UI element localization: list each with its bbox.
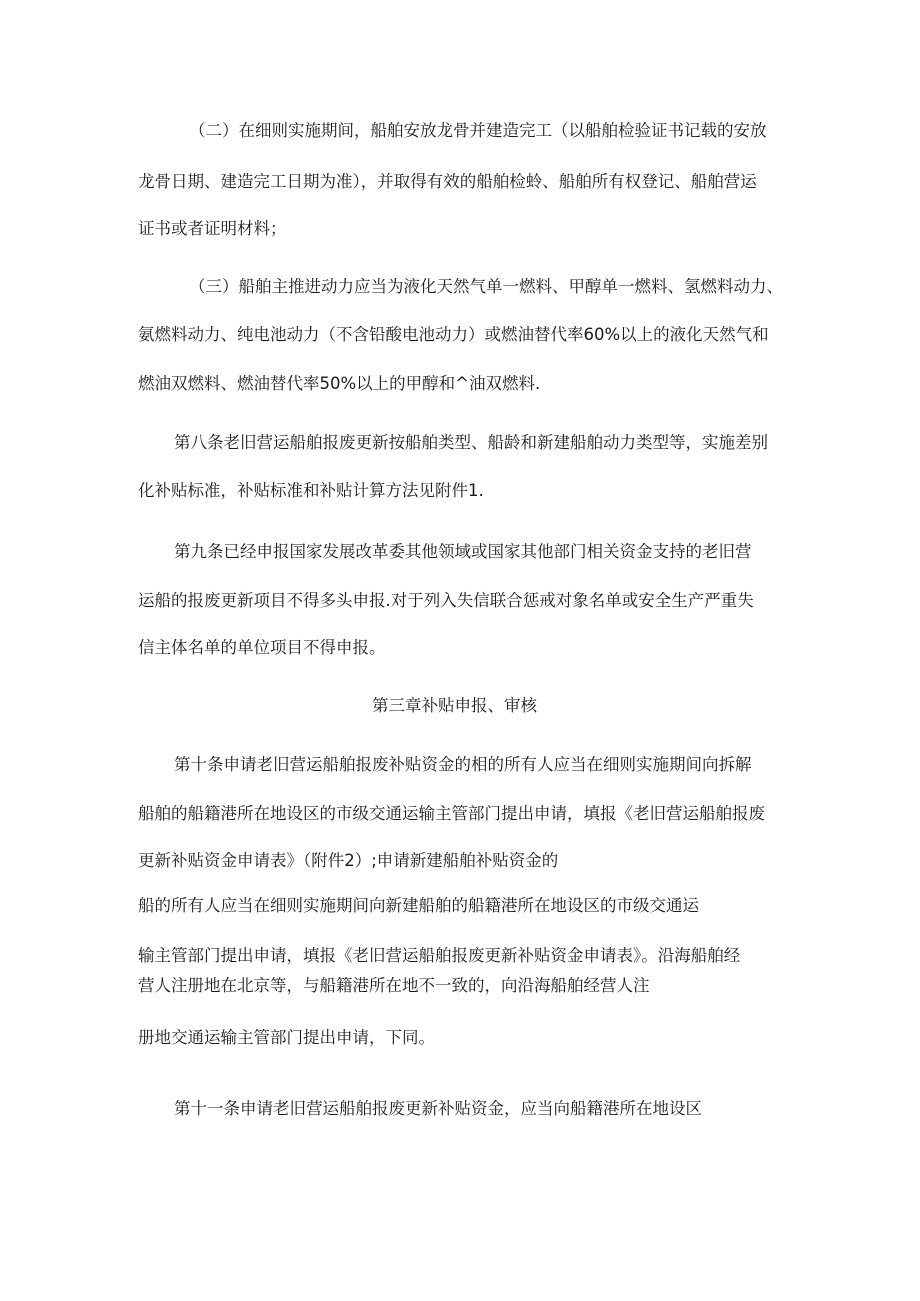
paragraph-article-10-line-5: 输主管部门提出申请，填报《老旧营运船舶报废更新补贴资金申请表》。沿海船舶经 [138,946,741,965]
paragraph-article-10-line-2: 船舶的船籍港所在地设区的市级交通运输主管部门提出申请，填报《老旧营运船舶报废 [138,804,765,823]
chapter-heading: 第三章补贴申报、审核 [372,696,537,715]
paragraph-clause-3-line-2: 氨燃料动力、纯电池动力（不含铅酸电池动力）或燃油替代率60%以上的液化天然气和 [138,325,769,344]
paragraph-article-9-line-3: 信主体名单的单位项目不得申报。 [138,638,386,657]
paragraph-article-10-line-6: 营人注册地在北京等，与船籍港所在地不一致的，向沿海船舶经营人注 [138,976,650,995]
paragraph-clause-3-line-1: （三）船舶主推进动力应当为液化天然气单一燃料、甲醇单一燃料、氢燃料动力、 [189,277,783,296]
paragraph-clause-2-line-1: （二）在细则实施期间，船舶安放龙骨并建造完工（以船舶检验证书记载的安放 [189,121,767,140]
paragraph-clause-3-line-3: 燃油双燃料、燃油替代率50%以上的甲醇和^油双燃料. [138,374,541,393]
paragraph-article-10-line-4: 船的所有人应当在细则实施期间向新建船舶的船籍港所在地设区的市级交通运 [138,896,699,915]
paragraph-article-10-line-7: 册地交通运输主管部门提出申请，下同。 [138,1028,435,1047]
paragraph-article-11-line-1: 第十一条申请老旧营运船舶报废更新补贴资金，应当向船籍港所在地设区 [174,1099,702,1118]
paragraph-article-8-line-2: 化补贴标准，补贴标准和补贴计算方法见附件1. [138,481,484,500]
paragraph-article-8-line-1: 第八条老旧营运船舶报废更新按船舶类型、船龄和新建船舶动力类型等，实施差别 [174,433,768,452]
paragraph-article-10-line-1: 第十条申请老旧营运船舶报废补贴资金的相的所有人应当在细则实施期间向拆解 [174,755,752,774]
paragraph-clause-2-line-3: 证书或者证明材料； [138,219,287,238]
paragraph-article-9-line-2: 运船的报废更新项目不得多头申报.对于列入失信联合惩戒对象名单或安全生产严重失 [138,591,754,610]
paragraph-clause-2-line-2: 龙骨日期、建造完工日期为准），并取得有效的船舶检蛉、船舶所有权登记、船舶营运 [138,172,757,191]
paragraph-article-9-line-1: 第九条已经申报国家发展改革委其他领域或国家其他部门相关资金支持的老旧营 [174,542,752,561]
paragraph-article-10-line-3: 更新补贴资金申请表》（附件2）;申请新建船舶补贴资金的 [138,851,559,870]
